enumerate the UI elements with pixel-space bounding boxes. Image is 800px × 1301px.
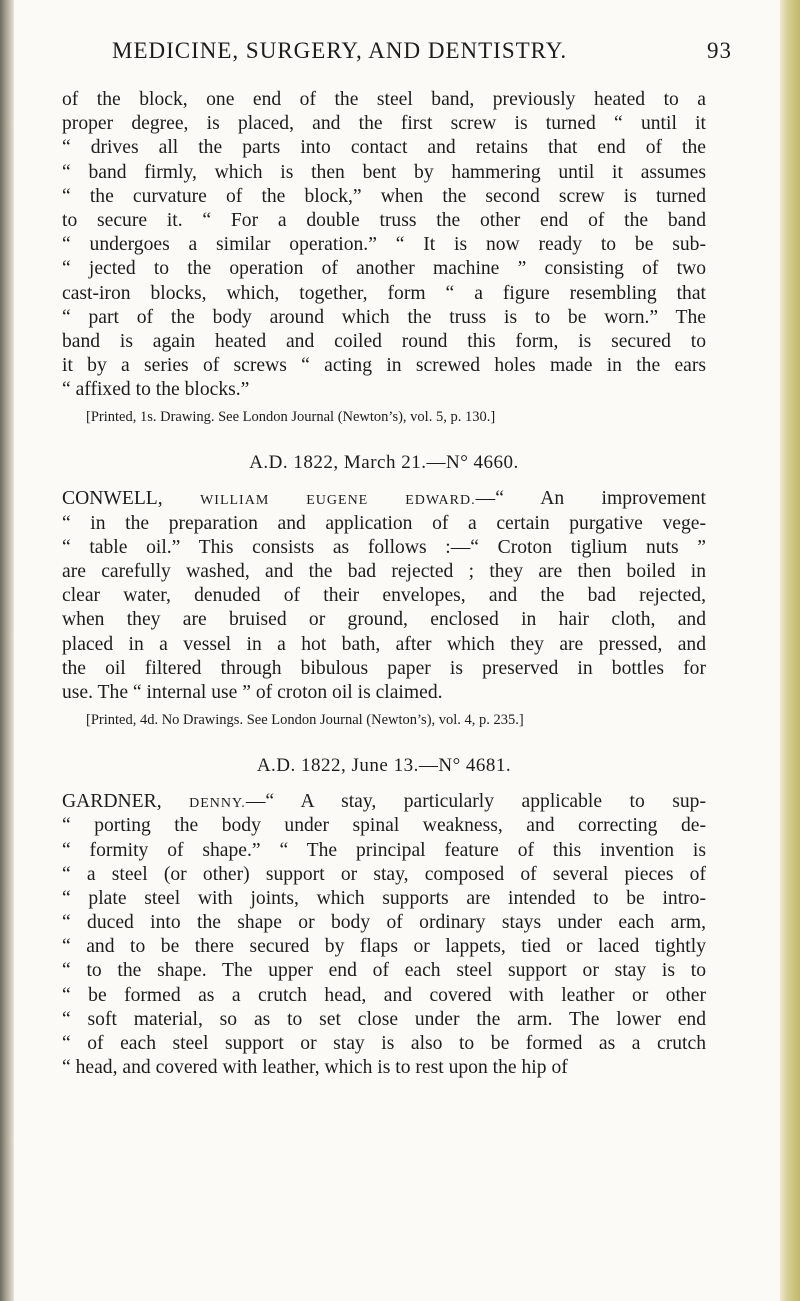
text-line: “ formity of shape.” “ The principal feature of this invention is xyxy=(62,839,706,861)
citation: [Printed, 4d. No Drawings. See London Journal (Newton’s), vol. 4, p. 235.] xyxy=(86,712,524,729)
text-line: “ plate steel with joints, which supports are intended to be intro- xyxy=(62,887,706,909)
page-number: 93 xyxy=(707,38,732,63)
text-line: “ drives all the parts into contact and retains that end of the xyxy=(62,137,706,159)
text-line: “ jected to the operation of another machine ” consisting of two xyxy=(62,258,706,280)
text-line: of the block, one end of the steel band, previously heated to a xyxy=(62,89,706,110)
text-line: “ and to be there secured by flaps or lappets, tied or laced tightly xyxy=(62,936,706,958)
text-line: “ in the preparation and application of a certain purgative vege- xyxy=(62,512,706,534)
patent-entry-4681 xyxy=(62,754,706,1080)
patent-entry-4660 xyxy=(62,451,706,732)
entry-title-start: —“ An improvement xyxy=(475,488,706,510)
text-line: placed in a vessel in a hot bath, after which they are pressed, and xyxy=(62,633,706,655)
text-line: are carefully washed, and the bad rejected ; they are then boiled in xyxy=(62,561,706,582)
text-line: “ table oil.” This consists as follows :—“ Croton tiglium nuts ” xyxy=(62,536,706,558)
text-line: it by a series of screws “ acting in screwed holes made in the ears xyxy=(62,355,706,377)
text-line: “ part of the body around which the truss is to be worn.” The xyxy=(62,306,706,328)
text-line: “ soft material, so as to set close under the arm. The lower end xyxy=(62,1008,706,1030)
text-line: “ affixed to the blocks.” xyxy=(62,379,250,401)
text-line: when they are bruised or ground, enclosed in hair cloth, and xyxy=(62,609,706,631)
text-line: band is again heated and coiled round this form, is secured to xyxy=(62,330,706,352)
entry-first-line xyxy=(62,487,706,511)
text-line: “ a steel (or other) support or stay, composed of several pieces of xyxy=(62,863,706,885)
text-line: cast-iron blocks, which, together, form “ a figure resembling that xyxy=(62,282,706,304)
text-line: “ of each steel support or stay is also to be formed as a crutch xyxy=(62,1033,706,1054)
text-line: “ band firmly, which is then bent by hammering until it assumes xyxy=(62,161,706,183)
text-line: “ undergoes a similar operation.” “ It is now ready to be sub- xyxy=(62,234,706,256)
text-line: clear water, denuded of their envelopes, and the bad rejected, xyxy=(62,585,706,607)
page-outer-edge xyxy=(780,0,800,1301)
page-binding-edge xyxy=(0,0,14,1301)
running-head-title: MEDICINE, SURGERY, AND DENTISTRY. xyxy=(112,38,568,63)
text-line: “ be formed as a crutch head, and covered with leather or other xyxy=(62,984,706,1006)
text-line: “ the curvature of the block,” when the second screw is turned xyxy=(62,185,706,207)
text-line: “ head, and covered with leather, which is to rest upon the hip of xyxy=(62,1057,568,1079)
text-line: proper degree, is placed, and the first screw is turned “ until it xyxy=(62,113,706,135)
patentee-forenames: WILLIAM EUGENE EDWARD. xyxy=(200,493,476,509)
citation: [Printed, 1s. Drawing. See London Journal (Newton’s), vol. 5, p. 130.] xyxy=(86,409,496,426)
entry-heading: A.D. 1822, March 21.—N° 4660. xyxy=(249,452,519,474)
entry-title-start: —“ A stay, particularly applicable to sup- xyxy=(245,791,707,813)
text-line: “ porting the body under spinal weakness, and correcting de- xyxy=(62,815,706,837)
entry-first-line xyxy=(62,790,706,814)
text-line: to secure it. “ For a double truss the other end of the band xyxy=(62,209,706,231)
entry-continuation xyxy=(62,88,706,429)
text-line: the oil filtered through bibulous paper is preserved in bottles for xyxy=(62,657,706,679)
page-body xyxy=(62,88,706,1080)
text-line: use. The “ internal use ” of croton oil is claimed. xyxy=(62,681,443,703)
text-line: “ to the shape. The upper end of each steel support or stay is to xyxy=(62,960,706,982)
text-line: “ duced into the shape or body of ordinary stays under each arm, xyxy=(62,912,706,934)
patentee-surname: GARDNER, xyxy=(62,791,162,813)
entry-heading: A.D. 1822, June 13.—N° 4681. xyxy=(256,755,512,777)
patentee-surname: CONWELL, xyxy=(62,488,163,510)
patentee-forenames: DENNY. xyxy=(189,796,246,812)
